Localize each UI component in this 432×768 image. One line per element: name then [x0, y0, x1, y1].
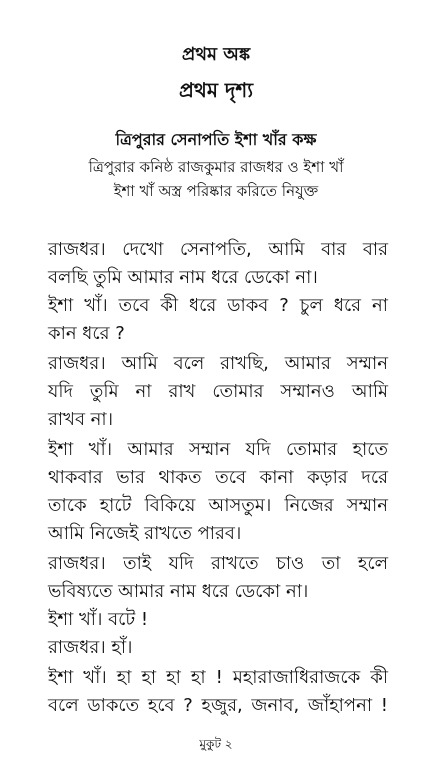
dialogue-line: রাখব না। — [48, 409, 114, 430]
dialogue-line: বলছি তুমি আমার নাম ধরে ডেকো না। — [48, 267, 318, 288]
dialogue-line: তাকে হাটে বিকিয়ে আসতুম। নিজের সম্মান — [48, 495, 388, 516]
setting-title: ত্রিপুরার সেনাপতি ইশা খাঁর কক্ষ — [115, 130, 317, 149]
dialogue-line: ইশা খাঁ। আমার সম্মান যদি তোমার হাতে — [48, 439, 388, 460]
dialogue-line: রাজধর। তাই যদি রাখতে চাও তা হলে — [48, 553, 388, 574]
dialogue-line: রাজধর। হাঁ। — [48, 637, 133, 658]
dialogue-line: আমি নিজেই রাখতে পারব। — [48, 523, 242, 544]
dialogue-line: বলে ডাকতে হবে ? হজুর, জনাব, জাঁহাপনা ! — [48, 695, 388, 716]
stage-direction-line: ত্রিপুরার কনিষ্ঠ রাজকুমার রাজধর ও ইশা খাঁ — [88, 158, 344, 176]
dialogue-line: থাকবার ভার থাকত তবে কানা কড়ার দরে — [48, 467, 388, 488]
dialogue-line: যদি তুমি না রাখ তোমার সম্মানও আমি — [48, 381, 388, 402]
dialogue-line: ইশা খাঁ। হা হা হা হা ! মহারাজাধিরাজকে কী — [48, 667, 388, 688]
dialogue-line: ভবিষ্যতে আমার নাম ধরে ডেকো না। — [48, 581, 309, 602]
stage-direction-line: ইশা খাঁ অস্ত্র পরিষ্কার করিতে নিযুক্ত — [113, 182, 319, 200]
act-heading: প্রথম অঙ্ক — [181, 44, 251, 65]
scene-heading: প্রথম দৃশ্য — [178, 78, 254, 102]
dialogue-line: ইশা খাঁ। বটে ! — [48, 609, 149, 630]
page-footer: মুকুট ২ — [199, 737, 233, 751]
dialogue-line: ইশা খাঁ। তবে কী ধরে ডাকব ? চুল ধরে না — [48, 295, 388, 316]
dialogue-line: কান ধরে ? — [48, 323, 125, 344]
dialogue-line: রাজধর। দেখো সেনাপতি, আমি বার বার — [48, 239, 388, 260]
dialogue-line: রাজধর। আমি বলে রাখছি, আমার সম্মান — [48, 353, 388, 374]
